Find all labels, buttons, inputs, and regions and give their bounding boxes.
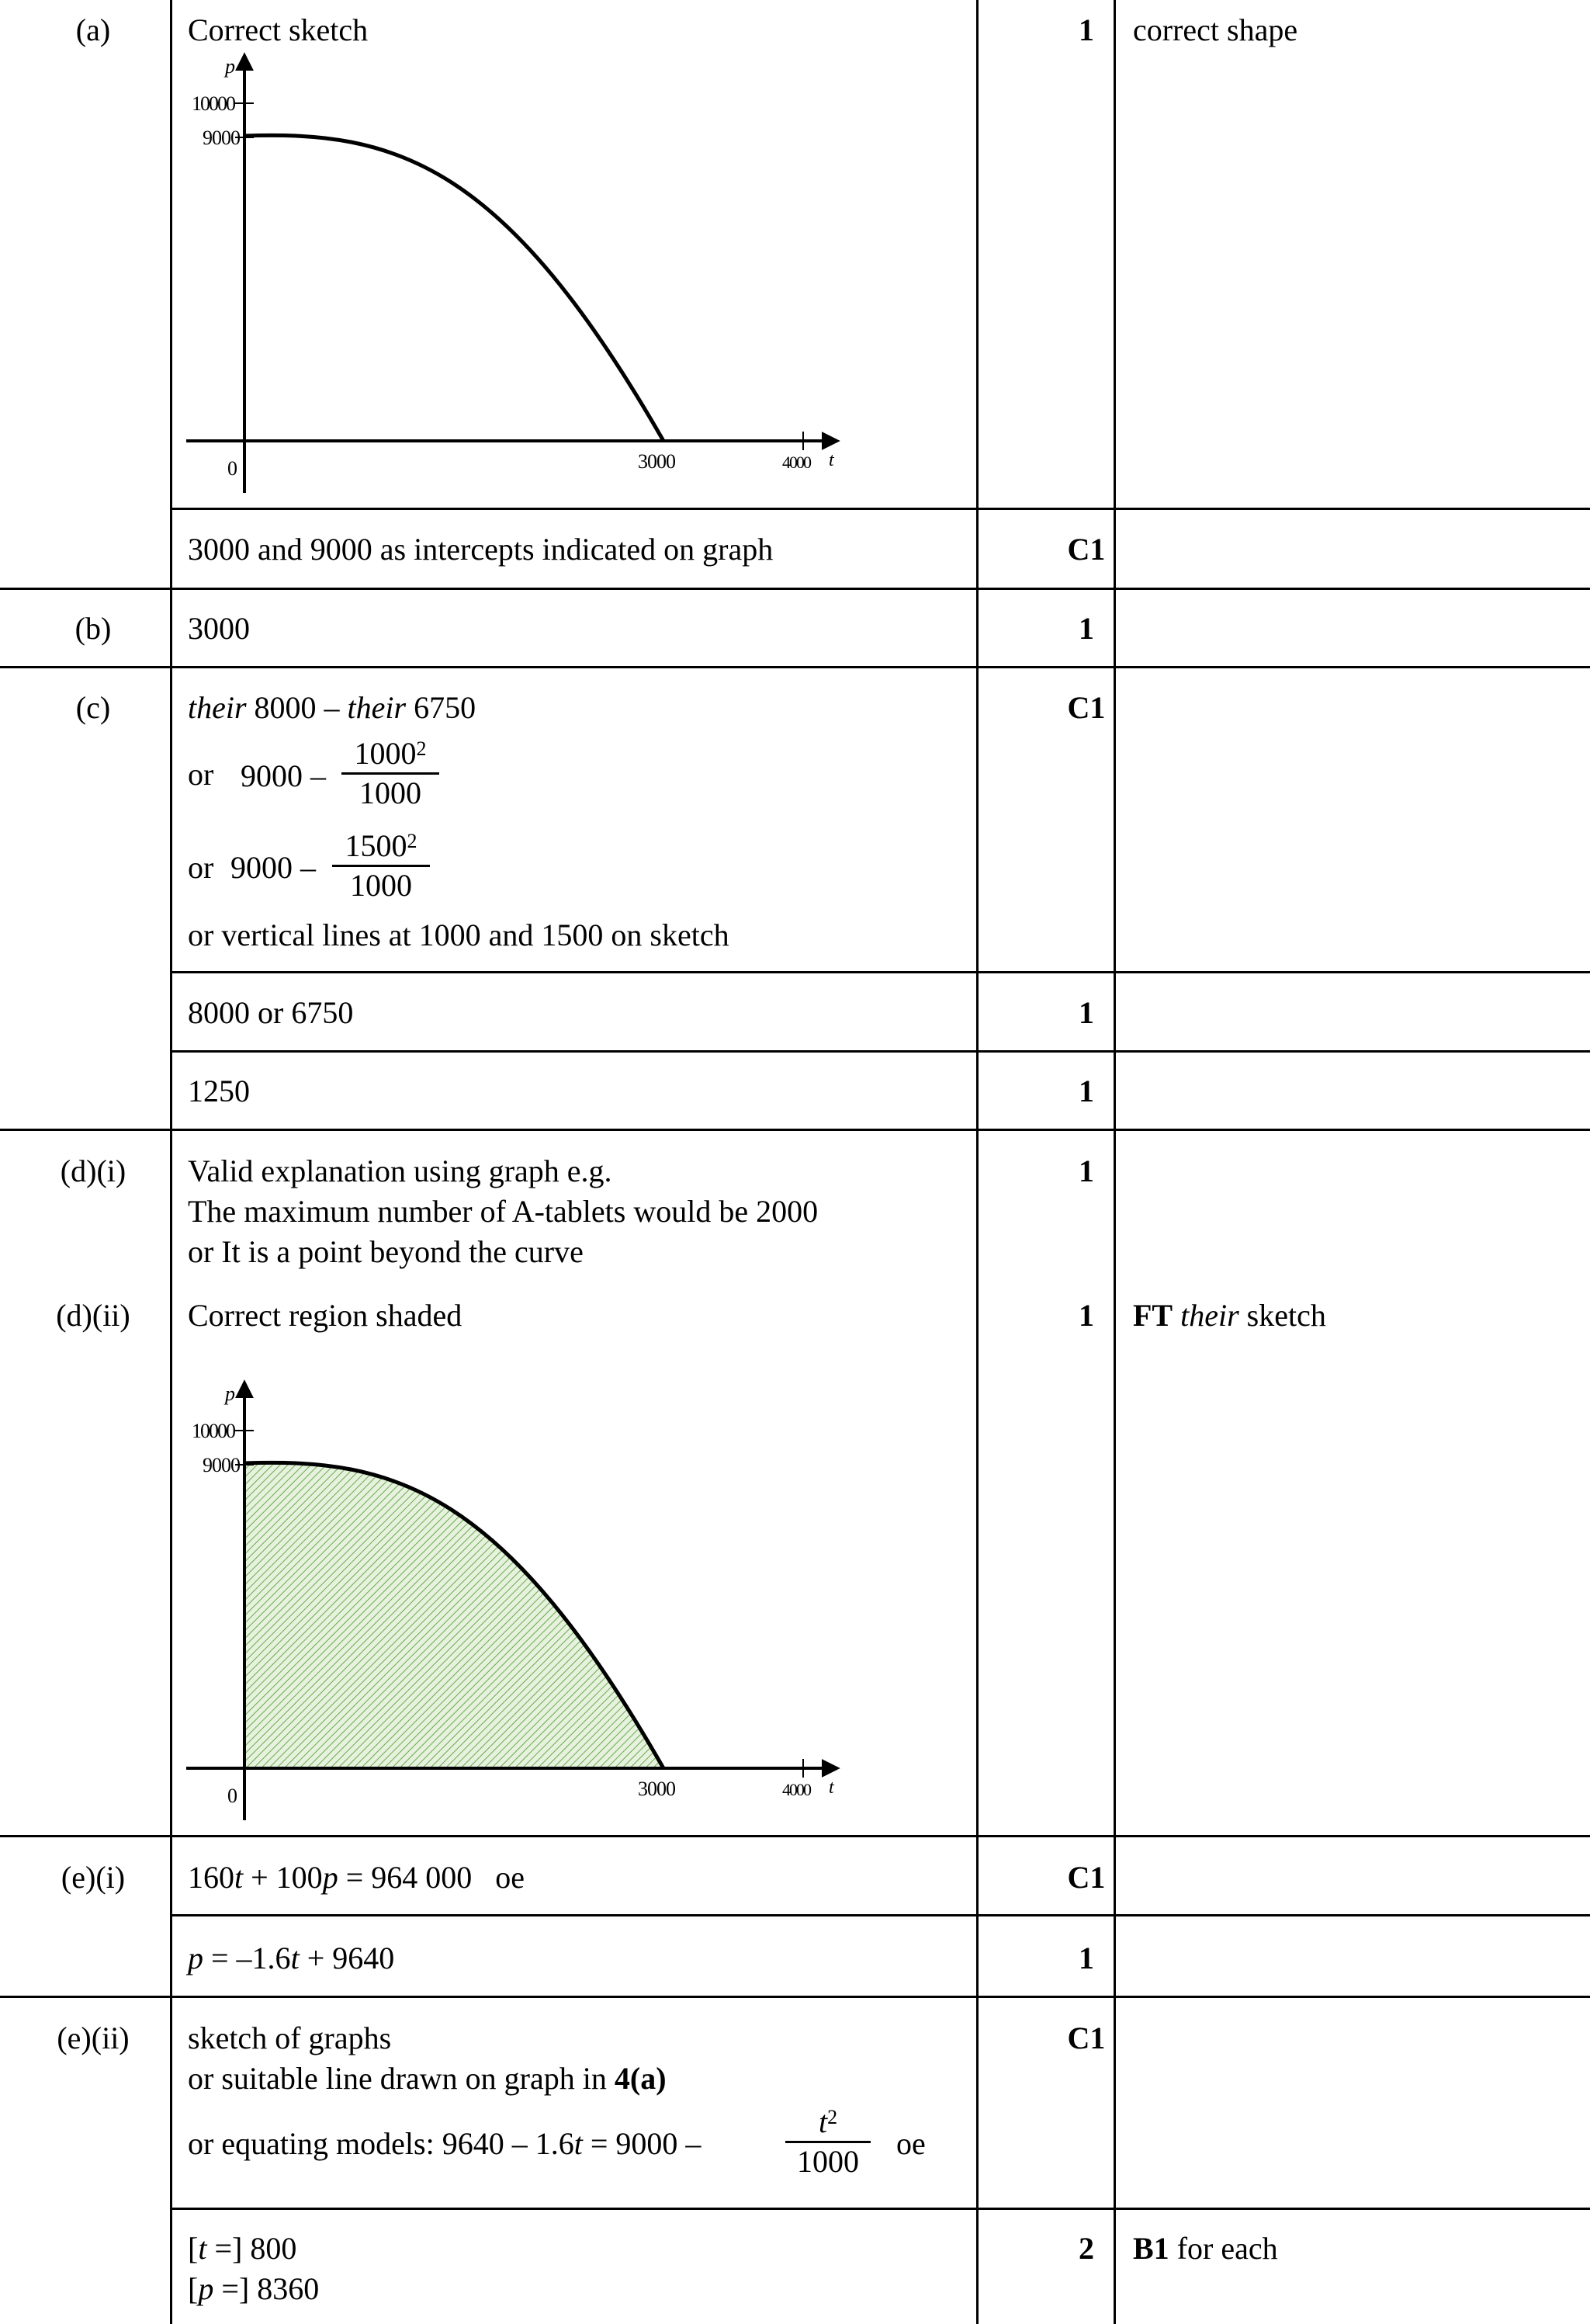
mark: 1 [1079,995,1094,1030]
ref-bold: 4(a) [614,2061,667,2096]
text: + 100 [251,1860,323,1895]
row-divider [0,588,1590,590]
var-t: t [573,2126,583,2161]
fraction [341,735,439,812]
denominator: 1000 [350,868,412,903]
answer-text: 1250 [188,1074,250,1108]
text: 6750 [414,690,476,725]
answer-text: or It is a point beyond the curve [188,1234,584,1269]
mark: 1 [1079,12,1094,47]
answer-line [188,2125,701,2163]
answer-text: sketch of graphs [188,2020,392,2055]
text: =] 8360 [213,2271,320,2306]
mark: C1 [1067,1860,1106,1895]
answer-text: Correct sketch [188,12,369,47]
text: = 9000 – [590,2126,701,2161]
text: 160 [188,1860,234,1895]
y-tick-10000: 10000 [192,92,234,115]
comment: correct shape [1133,12,1298,47]
answer-line [188,2270,319,2308]
y-tick-9000: 9000 [203,1454,240,1476]
mark: 1 [1079,1153,1094,1188]
oe-note: oe [495,1860,525,1895]
x-axis-label: t [829,1778,834,1798]
answer-text: 3000 and 9000 as intercepts indicated on graph [188,532,774,567]
shaded-region [244,1462,663,1768]
text: 8000 – [254,690,340,725]
y-tick-9000: 9000 [203,127,240,149]
row-divider [170,1914,1590,1916]
origin-label: 0 [227,1785,237,1807]
or-word: or [188,757,214,792]
part-label: (d)(ii) [56,1298,130,1333]
denominator: 1000 [797,2144,859,2179]
part-label: (e)(i) [61,1860,126,1895]
x-tick-3000: 3000 [638,450,675,473]
fraction [785,2104,871,2180]
var-p: p [188,1941,203,1975]
oe-note: oe [896,2126,926,2161]
expr-left: 9000 – [241,758,326,793]
text: =] 800 [206,2231,297,2266]
text: or equating models: 9640 – 1.6 [188,2126,574,2161]
part-label: (b) [74,611,112,646]
numerator: 1500 [345,828,407,863]
var-t: t [234,1860,244,1895]
answer-text: or vertical lines at 1000 and 1500 on sketch [188,917,729,952]
text: for each [1176,2231,1278,2266]
col-divider-2 [976,0,979,2324]
text: sketch [1246,1298,1326,1333]
part-label: (e)(ii) [57,2020,130,2055]
exponent: 2 [407,830,417,852]
y-axis-label: p [225,55,235,78]
mark: C1 [1067,690,1106,725]
row-divider [170,2208,1590,2210]
var-t: t [290,1941,300,1975]
mark: 2 [1079,2231,1094,2266]
answer-text: Valid explanation using graph e.g. [188,1153,612,1188]
numerator: t [818,2104,828,2139]
or-word: or [188,850,214,885]
expr-left: 9000 – [230,850,316,885]
comment [1133,2229,1278,2268]
row-divider [0,1835,1590,1837]
answer-text: The maximum number of A-tablets would be 2000 [188,1194,819,1229]
x-tick-4000: 4000 [782,453,810,472]
mark: 1 [1079,1298,1094,1333]
part-label: (a) [75,12,111,47]
text: + 9640 [307,1941,395,1975]
equation [188,1939,394,1978]
x-axis-label: t [829,450,834,470]
var-t: t [198,2231,207,2266]
mark: 1 [1079,1941,1094,1975]
fraction [332,827,430,904]
var-p: p [322,1860,338,1895]
row-divider [170,1050,1590,1053]
bracket: [ [188,2231,199,2266]
row-divider [170,971,1590,973]
answer-text: Correct region shaded [188,1298,462,1333]
mark: 1 [1079,611,1094,646]
b1-label: B1 [1133,2231,1169,2266]
answer-text: 8000 or 6750 [188,995,354,1030]
curve [244,135,663,441]
row-divider [0,666,1590,668]
comment [1133,1296,1326,1335]
mark: C1 [1067,2020,1106,2055]
y-axis-label: p [225,1382,235,1405]
x-tick-3000: 3000 [638,1778,675,1800]
x-tick-4000: 4000 [782,1780,810,1799]
answer-line [188,689,476,727]
part-label: (d)(i) [60,1153,126,1188]
exponent: 2 [827,2106,838,2128]
their-word: their [188,690,247,725]
text: = –1.6 [211,1941,291,1975]
answer-line [188,2229,296,2268]
their-word: their [1180,1298,1239,1333]
y-tick-10000: 10000 [192,1420,234,1442]
text: = 964 000 [345,1860,473,1895]
part-label: (c) [75,690,111,725]
origin-label: 0 [227,457,237,480]
shaded-region-graph [178,1374,861,1824]
ft-label: FT [1133,1298,1173,1333]
row-divider [0,1996,1590,1998]
mark: C1 [1067,532,1106,567]
their-word: their [347,690,407,725]
denominator: 1000 [359,775,421,810]
var-p: p [198,2271,214,2306]
row-divider [170,508,1590,510]
sketch-graph [178,47,861,497]
equation [188,1858,525,1897]
mark: 1 [1079,1074,1094,1108]
bracket: [ [188,2271,199,2306]
exponent: 2 [416,737,427,760]
text: or suitable line drawn on graph in [188,2061,607,2096]
numerator: 1000 [354,736,417,771]
row-divider [0,1129,1590,1131]
answer-line [188,2059,667,2098]
answer-text: 3000 [188,611,250,646]
